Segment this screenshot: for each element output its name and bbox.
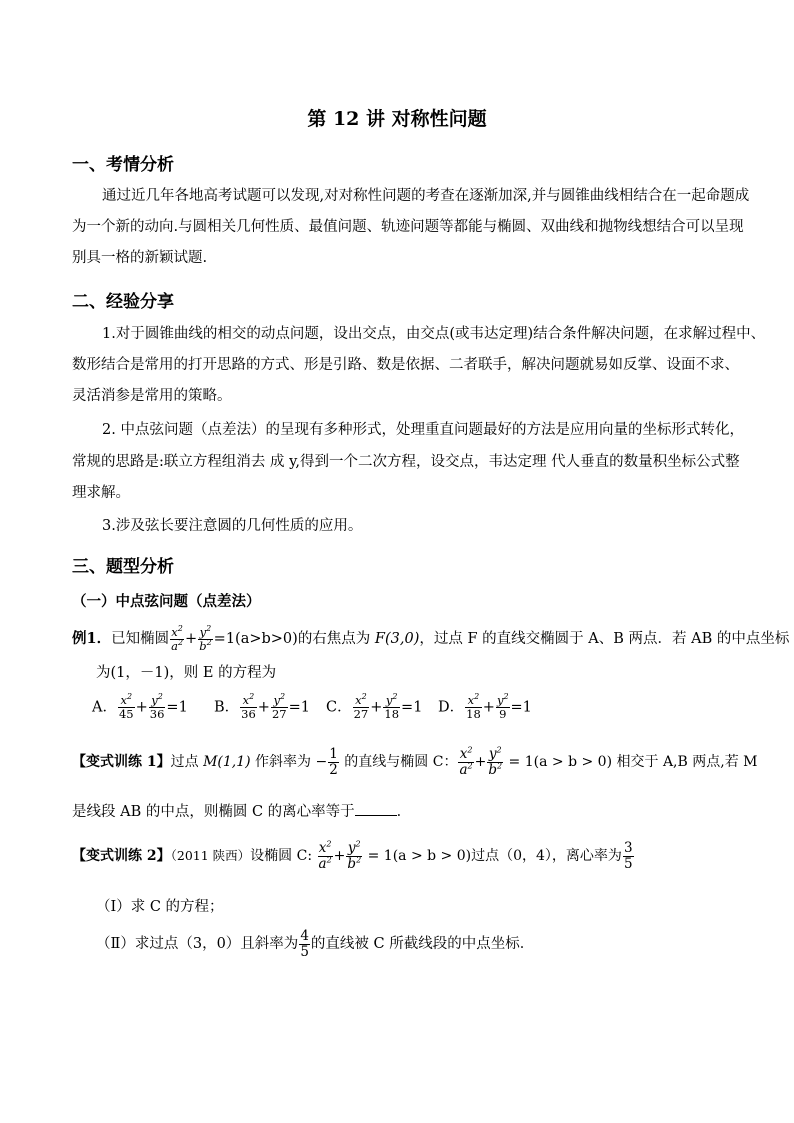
option-c: C． $\frac{x^2}{27}$ + $\frac{y^2}{18}$ =1	[326, 692, 423, 721]
example-1-post: ，过点 F 的直线交椭圆于 A、B 两点．若 AB 的中点坐标	[419, 631, 790, 647]
example-1-condition: =1(a>b>0)	[213, 631, 298, 647]
experience-p1-line-3: 灵活消参是常用的策略。	[72, 388, 232, 404]
variant-1-slope: $\frac{1}{2}$	[329, 745, 338, 778]
experience-p2-line-1: 2. 中点弦问题（点差法）的呈现有多种形式，处理重直问题最好的方法是应用向量的坐标形式转化，	[102, 422, 744, 438]
example-1-options	[92, 688, 572, 732]
example-1-stem: 例1．已知椭圆 $\frac{x^2}{a^2}$ + $\frac{y^2}{b^2}$ =1(a>b>0)的右焦点为 F(3,0)，过点 F 的直线交椭圆于 A、B 两点．若 AB 的中点坐标	[72, 623, 790, 653]
example-1-focus: F(3,0)	[374, 631, 420, 647]
experience-p1-line-2: 数形结合是常用的打开思路的方式、形是引路、数是依据、二者联手，解决问题就易如反掌、设面不求、	[72, 357, 739, 373]
example-1-line-2: 为(1，－1)，则 E 的方程为	[96, 665, 277, 681]
section-heading-experience: 二、经验分享	[72, 292, 174, 312]
analysis-line-3: 别具一格的新颖试题.	[72, 250, 208, 266]
variant-2-question-1: （Ⅰ）求 C 的方程；	[96, 899, 224, 915]
variant-2-stem: 【变式训练 2】（2011 陕西）设椭圆 C: $\frac{x^2}{a^2}$ + $\frac{y^2}{b^2}$ = 1(a > b > 0)过点（0，4），离心率为 $\frac{3}{5}$	[72, 839, 633, 872]
variant-2-source: （2011 陕西）	[170, 848, 251, 863]
experience-p2-line-3: 理求解。	[72, 485, 130, 501]
variant-2-eccentricity: $\frac{3}{5}$	[623, 839, 633, 872]
variant-1-point: M(1,1)	[203, 754, 251, 770]
example-1-mid: 的右焦点为	[297, 631, 375, 647]
experience-p1-line-1: 1.对于圆锥曲线的相交的动点问题，设出交点，由交点(或韦达定理)结合条件解决问题，在求解过程中、	[102, 326, 766, 342]
variant-2-tag: 【变式训练 2】	[72, 848, 171, 864]
example-1-pre: 已知椭圆	[111, 631, 170, 647]
experience-p2-line-2: 常规的思路是:联立方程组消去 成 y,得到一个二次方程，设交点，韦达定理 代人垂直的数量积坐标公式整	[72, 454, 740, 470]
example-1-label: 例1．	[72, 630, 112, 647]
subsection-midpoint-chord: （一）中点弦问题（点差法）	[72, 593, 261, 610]
option-b: B． $\frac{x^2}{36}$ + $\frac{y^2}{27}$ =1	[214, 692, 310, 721]
ellipse-term-x: $\frac{x^2}{a^2}$	[171, 623, 184, 653]
analysis-line-2: 为一个新的动向.与圆相关几何性质、最值问题、轨迹问题等都能与椭圆、双曲线和抛物线想结合可以呈现	[72, 219, 744, 235]
variant-2-question-2: （Ⅱ）求过点（3，0）且斜率为 $\frac{4}{5}$ 的直线被 C 所截线段的中点坐标．	[96, 927, 535, 960]
section-heading-question-types: 三、题型分析	[72, 557, 174, 577]
variant-1-line-2: 是线段 AB 的中点，则椭圆 C 的离心率等于 ．	[72, 804, 412, 820]
answer-blank[interactable]	[355, 803, 397, 816]
experience-p3: 3.涉及弦长要注意圆的几何性质的应用。	[102, 518, 363, 534]
analysis-line-1: 通过近几年各地高考试题可以发现,对对称性问题的考查在逐渐加深,并与圆锥曲线相结合在一起命题成	[102, 188, 750, 204]
page-title: 第 12 讲 对称性问题	[307, 108, 487, 130]
option-d: D． $\frac{x^2}{18}$ + $\frac{y^2}{9}$ =1	[438, 692, 532, 721]
variant-1-tag: 【变式训练 1】	[72, 754, 171, 770]
variant-2-slope: $\frac{4}{5}$	[300, 927, 309, 960]
section-heading-analysis: 一、考情分析	[72, 155, 174, 175]
variant-1-stem: 【变式训练 1】过点 M(1,1) 作斜率为 − $\frac{1}{2}$ 的直线与椭圆 C： $\frac{x^2}{a^2}$ + $\frac{y^2}{b^2}$ = 1(a > b > 0) 相交于 A,B 两点,若 M	[72, 745, 758, 778]
ellipse-term-y: $\frac{y^2}{b^2}$	[199, 623, 212, 653]
option-a: A． $\frac{x^2}{45}$ + $\frac{y^2}{36}$ =1	[92, 692, 188, 721]
